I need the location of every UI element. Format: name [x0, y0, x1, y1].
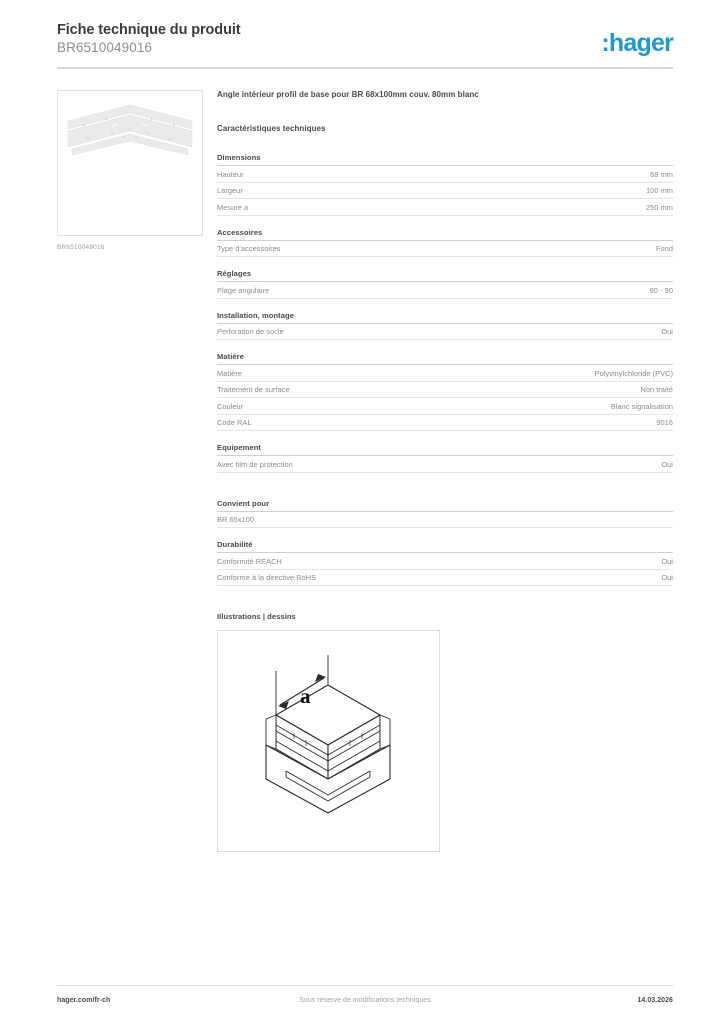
- spec-key: Code RAL: [217, 418, 252, 427]
- illustration-box: [217, 630, 440, 852]
- spec-key: Conforme à la directive RoHS: [217, 573, 317, 582]
- footer-disclaimer: Sous réserve de modifications techniques: [299, 997, 431, 1004]
- spec-row: [217, 241, 673, 258]
- section-heading: Accessoires: [217, 228, 673, 241]
- product-photo-caption: BR6510049016: [57, 244, 105, 251]
- header-divider: [57, 67, 673, 69]
- spec-value: Oui: [661, 459, 673, 469]
- product-photo-image: [66, 103, 194, 165]
- spec-sections: [217, 153, 673, 586]
- main-content: [217, 90, 673, 852]
- spec-section: [217, 499, 673, 529]
- section-heading: Convient pour: [217, 499, 673, 512]
- spec-row: [217, 398, 673, 415]
- spec-key: Plage angulaire: [217, 285, 270, 295]
- spec-row: [217, 382, 673, 399]
- hager-logo: :hager: [601, 29, 673, 57]
- spec-key: Perforation de socle: [217, 327, 284, 336]
- spec-value: Oui: [661, 573, 673, 582]
- spec-key: Mesure a: [217, 202, 249, 212]
- spec-section: [217, 153, 673, 216]
- spec-section: [217, 269, 673, 299]
- spec-row: [217, 456, 673, 473]
- page-header: [57, 22, 673, 68]
- footer-website[interactable]: hager.com/fr-ch: [57, 997, 111, 1004]
- spec-key: Avec film de protection: [217, 459, 293, 469]
- spec-value: Blanc signalisation: [610, 401, 673, 411]
- spec-row: [217, 282, 673, 299]
- section-heading: Dimensions: [217, 153, 673, 166]
- spec-key: Matière: [217, 368, 242, 378]
- spec-row: [217, 183, 673, 200]
- spec-value: 250 mm: [646, 202, 673, 212]
- section-heading: Réglages: [217, 269, 673, 282]
- specs-title: Caractéristiques techniques: [217, 124, 326, 133]
- spec-section: [217, 228, 673, 258]
- spec-key: BR 65x100: [217, 515, 255, 524]
- spec-section: [217, 352, 673, 431]
- drawing-dimension-label: a: [300, 684, 311, 708]
- spec-row: [217, 570, 673, 587]
- spec-section: [217, 311, 673, 341]
- page-footer: [57, 997, 673, 1009]
- spec-key: Couleur: [217, 401, 244, 411]
- section-heading: Matière: [217, 352, 673, 365]
- spec-key: Conformité REACH: [217, 556, 282, 566]
- product-photo: [57, 90, 203, 236]
- spec-row: [217, 512, 673, 529]
- technical-drawing: [242, 653, 417, 828]
- spec-key: Hauteur: [217, 169, 244, 179]
- illustrations-title: Illustrations | dessins: [217, 612, 296, 621]
- spec-key: Largeur: [217, 186, 243, 195]
- spec-section: [217, 443, 673, 473]
- spec-row: [217, 199, 673, 216]
- footer-date: 14.03.2026: [637, 997, 673, 1004]
- spec-value: 68 mm: [650, 169, 673, 179]
- spec-value: Fond: [655, 244, 673, 253]
- spec-row: [217, 324, 673, 341]
- footer-divider: [57, 985, 673, 986]
- spec-row: [217, 166, 673, 183]
- page-title: Fiche technique du produit: [57, 22, 241, 38]
- section-heading: Installation, montage: [217, 311, 673, 324]
- spec-key: Type d'accessoires: [217, 244, 281, 253]
- spec-key: Traitement de surface: [217, 385, 290, 394]
- page-subtitle-article-number: BR6510049016: [57, 40, 153, 55]
- spec-value: Oui: [661, 556, 673, 566]
- spec-row: [217, 415, 673, 432]
- spec-value: 100 mm: [646, 186, 673, 195]
- spec-value: Polyvinylchloride (PVC): [594, 368, 673, 378]
- spec-value: 90 - 90: [649, 285, 673, 295]
- section-heading: Equipement: [217, 443, 673, 456]
- section-heading: Durabilité: [217, 540, 673, 553]
- spec-row: [217, 365, 673, 382]
- product-name: Angle intérieur profil de base pour BR 68x100mm couv. 80mm blanc: [217, 90, 479, 99]
- spec-value: Oui: [661, 327, 673, 336]
- spec-value: Non traité: [640, 385, 673, 394]
- spec-value: 9016: [656, 418, 673, 427]
- spec-section: [217, 540, 673, 586]
- spec-row: [217, 553, 673, 570]
